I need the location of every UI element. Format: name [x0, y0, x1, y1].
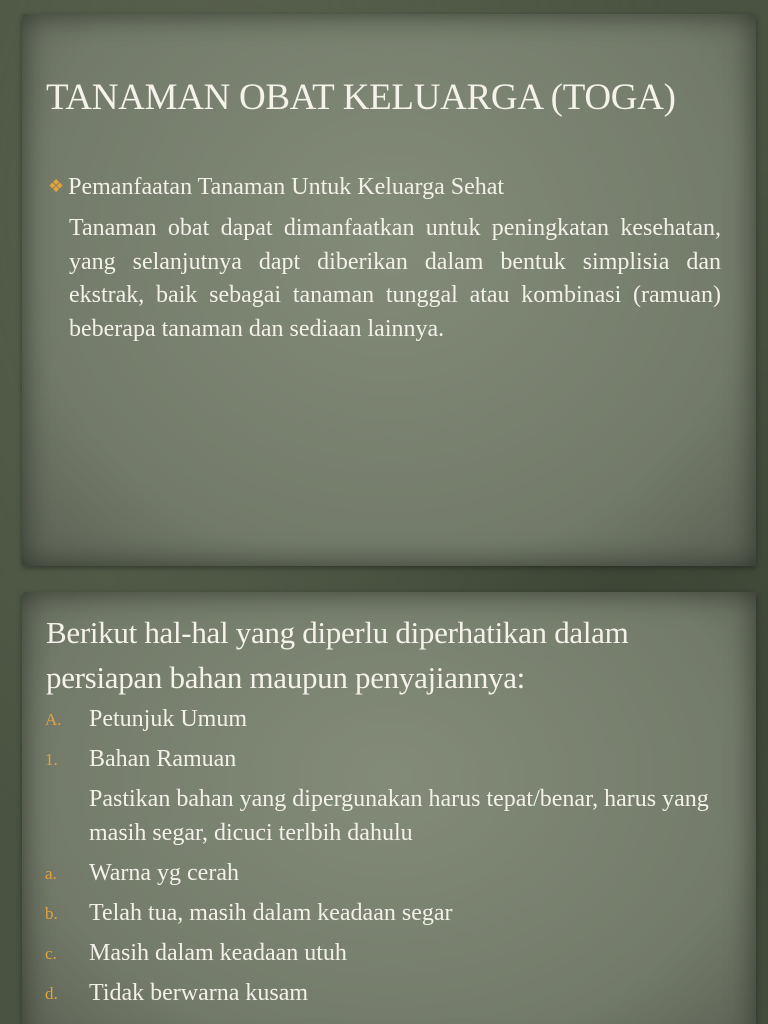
slide-1-title: TANAMAN OBAT KELUARGA (TOGA): [46, 77, 676, 118]
list-item-text: Tidak berwarna kusam: [89, 980, 309, 1006]
list-marker: 1.: [45, 750, 58, 769]
item-list: [22, 702, 756, 1016]
list-item: [22, 896, 756, 936]
list-marker: b.: [45, 904, 58, 923]
paragraph: Tanaman obat dapat dimanfaatkan untuk peningkatan kesehatan, yang selanjutnya dapt diberikan dalam bentuk simplisia dan ekstrak, baik sebagai tanaman tunggal atau kombinasi (ramuan) beberapa tanaman dan sediaan lainnya.: [69, 215, 721, 342]
list-marker: c.: [45, 944, 57, 963]
list-item: [22, 742, 756, 782]
list-item: [22, 936, 756, 976]
list-marker: A.: [45, 710, 62, 729]
list-item: [22, 856, 756, 896]
bullet-item: [48, 174, 504, 201]
slide-2-title: Berikut hal-hal yang diperlu diperhatikan dalam persiapan bahan maupun penyajiannya:: [46, 615, 629, 695]
diamond-bullet-icon: ❖: [48, 176, 65, 196]
list-item-text: Telah tua, masih dalam keadaan segar: [89, 900, 453, 926]
bullet-text: Pemanfaatan Tanaman Untuk Keluarga Sehat: [68, 174, 505, 200]
list-item-text: Bahan Ramuan: [89, 746, 237, 772]
slide-2: [22, 592, 756, 1024]
list-item-text: Petunjuk Umum: [89, 706, 248, 732]
note-text: Pastikan bahan yang dipergunakan harus tepat/benar, harus yang masih segar, dicuci terlbih dahulu: [89, 786, 709, 846]
list-item-text: Masih dalam keadaan utuh: [89, 940, 347, 966]
list-item: [22, 702, 756, 742]
list-item: [22, 976, 756, 1016]
list-item-text: Warna yg cerah: [89, 860, 239, 886]
list-marker: d.: [45, 984, 58, 1003]
slide-1: [22, 14, 756, 566]
list-marker: a.: [45, 864, 57, 883]
